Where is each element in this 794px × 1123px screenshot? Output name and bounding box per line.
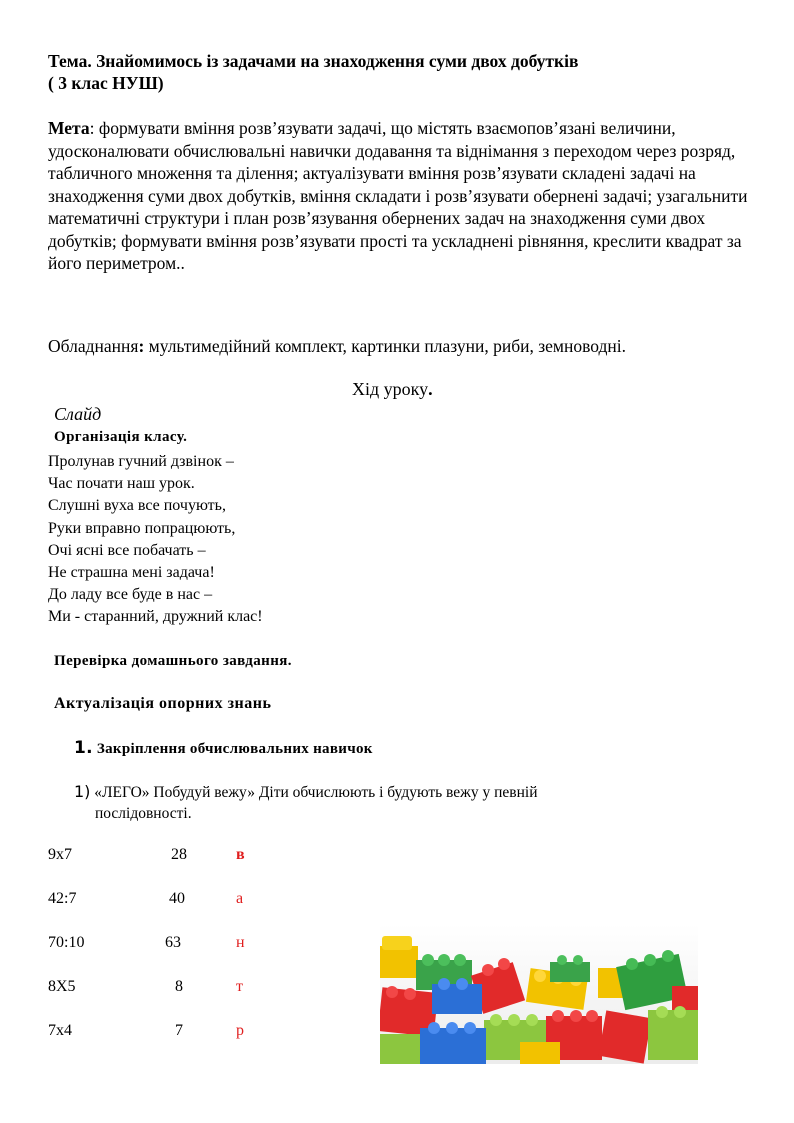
goal-paragraph — [48, 117, 748, 275]
poem-line: Руки вправно попрацюють, — [48, 519, 236, 537]
goal-text: : формувати вміння розв’язувати задачі, що містять взаємопов’язані величини, удосконалювати обчислювальні навички додавання та віднімання з переходом через розряд, табличного множення та ділення; актуалізувати вміння розв’язувати складені задачі на знаходження суми двох добутків, вміння складати і розв’язувати обернені задачі; узагальнити математичні структури і план розв’язування обернених задач на знаходження суми двох добутків; формувати вміння розв’язувати прості та ускладнені рівняння, креслити квадрат за його периметром.. — [48, 118, 748, 273]
row-result: 28 — [171, 846, 187, 863]
organization-heading: Організація класу. — [54, 429, 188, 445]
lesson-title — [48, 50, 578, 94]
item-1-text-line-1: «ЛЕГО» Побудуй вежу» Діти обчислюють і будують вежу у певній — [90, 784, 538, 801]
poem-line: Очі ясні все побачать – — [48, 541, 206, 559]
title-line-1: Тема. Знайомимось із задачами на знаходження суми двох добутків — [48, 51, 579, 71]
section-1-title: Закріплення обчислювальних навичок — [96, 741, 373, 757]
row-expression: 9х7 — [48, 846, 72, 863]
actualization-heading: Актуалізація опорних знань — [54, 695, 272, 712]
poem-line: Ми - старанний, дружний клас! — [48, 608, 263, 626]
equipment-line — [48, 336, 626, 357]
section-1-number: 1. — [74, 738, 93, 758]
row-expression: 7х4 — [48, 1022, 72, 1039]
lesson-course-heading — [352, 379, 433, 400]
equipment-text: мультимедійний комплект, картинки плазуни, риби, земноводні. — [144, 336, 626, 356]
course-text: Хід уроку — [352, 379, 429, 399]
row-letter: т — [236, 978, 243, 995]
poem-line: До ладу все буде в нас – — [48, 586, 213, 604]
poem-line: Пролунав гучний дзвінок – — [48, 453, 234, 470]
row-expression: 42:7 — [48, 890, 77, 907]
row-letter: н — [236, 934, 245, 951]
item-1-text-line-2: послідовності. — [95, 805, 192, 822]
poem — [48, 451, 263, 629]
row-expression: 8Х5 — [48, 978, 76, 995]
poem-line: Не страшна мені задача! — [48, 563, 215, 581]
item-1 — [74, 781, 694, 824]
equipment-label: Обладнання — [48, 336, 139, 356]
poem-line: Час почати наш урок. — [48, 475, 195, 493]
item-1-number: 1) — [74, 782, 91, 801]
row-result: 7 — [175, 1022, 183, 1039]
equipment-colon: : — [138, 336, 145, 356]
row-letter: в — [236, 846, 245, 863]
row-letter: а — [236, 890, 244, 907]
lego-bricks-image — [380, 924, 698, 1064]
poem-line: Слушні вуха все почують, — [48, 497, 226, 515]
section-1-heading — [74, 738, 373, 758]
goal-label: Мета — [48, 118, 90, 138]
course-dot: . — [428, 379, 433, 399]
homework-heading: Перевірка домашнього завдання. — [54, 653, 292, 669]
row-letter: р — [236, 1022, 244, 1039]
row-result: 8 — [175, 978, 183, 995]
row-result: 63 — [165, 934, 181, 951]
title-line-2: ( 3 клас НУШ) — [48, 73, 164, 93]
slide-label: Слайд — [54, 404, 102, 424]
row-result: 40 — [169, 890, 185, 907]
row-expression: 70:10 — [48, 934, 85, 951]
